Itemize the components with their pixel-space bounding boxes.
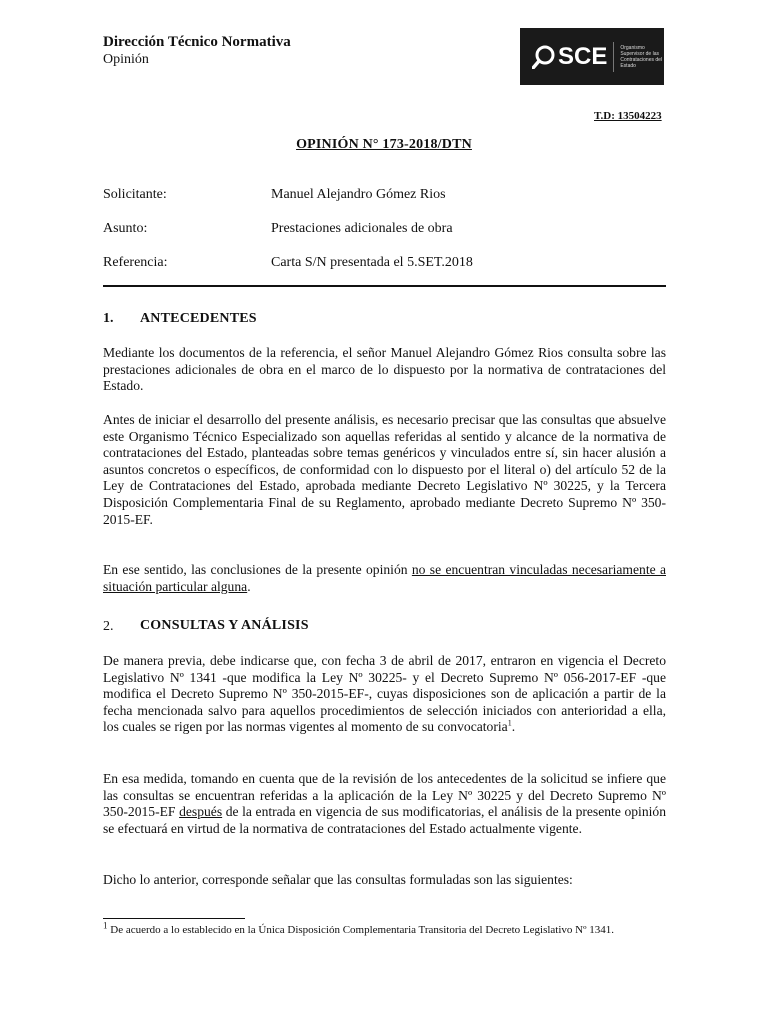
footnote-divider: [103, 918, 245, 919]
section-1-paragraph-1: Mediante los documentos de la referencia, el señor Manuel Alejandro Gómez Rios consulta sobre las prestaciones adicionales de obra en el marco de lo dispuesto por la normativa de contrataciones del Estado.: [103, 345, 666, 394]
meta-value-solicitante: Manuel Alejandro Gómez Rios: [271, 187, 446, 202]
logo-wordmark: SCE: [558, 42, 608, 70]
meta-value-referencia: Carta S/N presentada el 5.SET.2018: [271, 255, 473, 270]
meta-value-asunto: Prestaciones adicionales de obra: [271, 221, 453, 236]
footnote-number: 1: [103, 920, 108, 931]
section-2-paragraph-3: Dicho lo anterior, corresponde señalar que las consultas formuladas son las siguientes:: [103, 872, 573, 887]
osce-logo: [520, 28, 664, 85]
section-2-title: CONSULTAS Y ANÁLISIS: [140, 618, 309, 633]
footnote: $^1$ De acuerdo a lo establecido en la Única Disposición Complementaria Transitoria del Decreto Legislativo Nº 1341.: [103, 920, 615, 936]
meta-key-solicitante: Solicitante:: [103, 187, 167, 202]
section-1-title: ANTECEDENTES: [140, 311, 257, 326]
section-1-paragraph-2: Antes de iniciar el desarrollo del presente análisis, es necesario precisar que las consultas que absuelve este Organismo Técnico Especializado son aquellas referidas al sentido y alcance de la normativa de contrataciones del Estado, planteadas sobre temas genéricos y vinculados entre sí, sin hacer alusión a asuntos concretos o específicos, de conformidad con lo dispuesto por el literal o) del artículo 52 de la Ley de Contrataciones del Estado, aprobada mediante Decreto Legislativo Nº 30225, y la Tercera Disposición Complementaria Final de su Reglamento, aprobado mediante Decreto Supremo Nº 350-2015-EF.: [103, 412, 666, 527]
header-department: Dirección Técnico Normativa: [103, 34, 291, 50]
section-2-number: 2.: [103, 619, 114, 634]
logo-tagline: Organismo Supervisor de las Contrataciones del Estado: [620, 44, 663, 69]
logo-divider: [613, 42, 614, 72]
section-2-paragraph-1: De manera previa, debe indicarse que, con fecha 3 de abril de 2017, entraron en vigencia el Decreto Legislativo Nº 1341 -que modifica la Ley Nº 30225- y el Decreto Supremo Nº 056-2017-EF -que modifica el Decreto Supremo Nº 350-2015-EF-, cuyas disposiciones son de aplicación a partir de la fecha mencionada salvo para aquellos procedimientos de selección iniciados con anterioridad a ella, los cuales se rigen por las normas vigentes al momento de su convocatoria$^1$.: [103, 653, 666, 735]
opinion-title: OPINIÓN N° 173-2018/DTN: [296, 137, 472, 152]
header-doc-type: Opinión: [103, 52, 149, 67]
section-1-paragraph-3: En ese sentido, las conclusiones de la presente opinión no se encuentran vinculadas necesariamente a situación particular alguna.: [103, 562, 666, 594]
meta-key-asunto: Asunto:: [103, 221, 148, 236]
magnifier-icon: [532, 45, 556, 69]
tramite-number: T.D: 13504223: [594, 110, 662, 122]
meta-key-referencia: Referencia:: [103, 255, 168, 270]
section-1-number: 1.: [103, 311, 114, 326]
section-2-paragraph-2: En esa medida, tomando en cuenta que de la revisión de los antecedentes de la solicitud se infiere que las consultas se encuentran referidas a la aplicación de la Ley Nº 30225 y del Decreto Supremo Nº 350-2015-EF después de la entrada en vigencia de sus modificatorias, el análisis de la presente opinión se efectuará en virtud de la normativa de contrataciones del Estado actualmente vigente.: [103, 771, 666, 836]
footnote-ref[interactable]: 1: [507, 718, 512, 728]
header-divider: [103, 285, 666, 287]
